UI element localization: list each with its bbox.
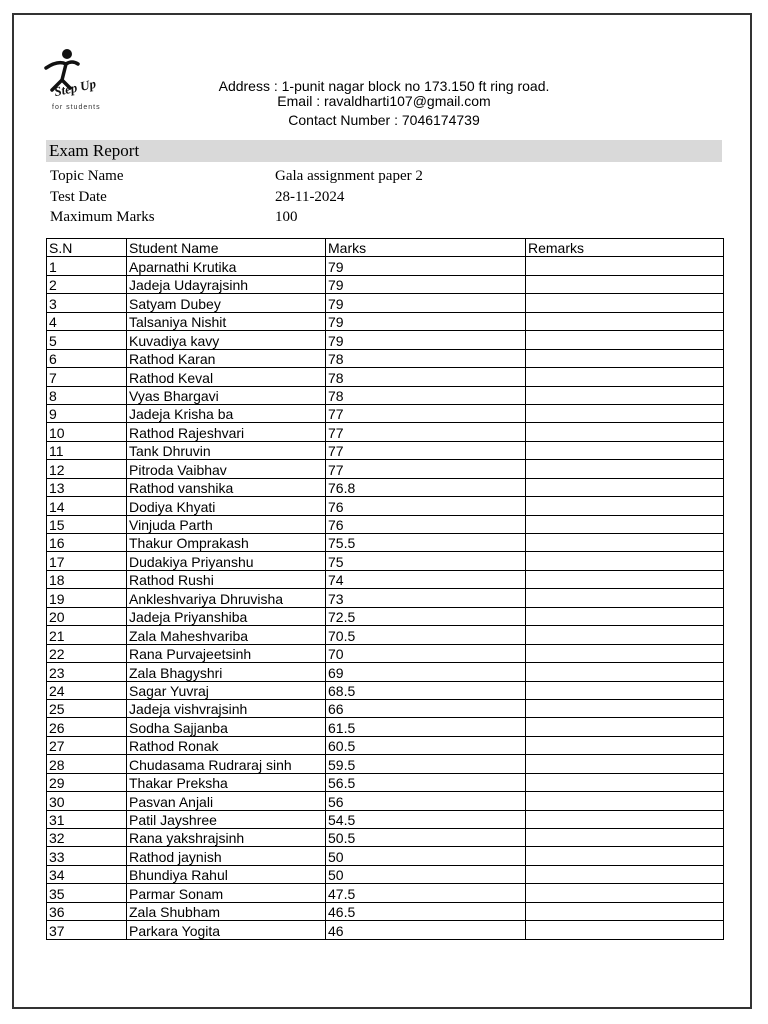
cell-student-name: Thakar Preksha	[127, 773, 326, 791]
cell-remarks	[526, 257, 724, 275]
report-title: Exam Report	[49, 141, 140, 160]
date-value: 28-11-2024	[275, 189, 345, 205]
cell-marks: 75	[326, 552, 526, 570]
table-row	[47, 460, 724, 478]
table-row	[47, 810, 724, 828]
cell-remarks	[526, 497, 724, 515]
cell-marks: 78	[326, 386, 526, 404]
cell-marks: 76	[326, 497, 526, 515]
cell-student-name: Sagar Yuvraj	[127, 681, 326, 699]
header-remarks: Remarks	[526, 239, 724, 257]
cell-sn: 6	[47, 349, 127, 367]
cell-marks: 47.5	[326, 884, 526, 902]
address-line: Address : 1-punit nagar block no 173.150 ft ring road.	[218, 78, 550, 94]
cell-sn: 25	[47, 699, 127, 717]
cell-marks: 76.8	[326, 478, 526, 496]
table-row	[47, 257, 724, 275]
cell-student-name: Ankleshvariya Dhruvisha	[127, 589, 326, 607]
cell-student-name: Bhundiya Rahul	[127, 865, 326, 883]
cell-sn: 34	[47, 865, 127, 883]
cell-student-name: Zala Bhagyshri	[127, 663, 326, 681]
cell-sn: 4	[47, 312, 127, 330]
cell-sn: 16	[47, 534, 127, 552]
cell-marks: 78	[326, 368, 526, 386]
cell-student-name: Rathod vanshika	[127, 478, 326, 496]
cell-student-name: Chudasama Rudraraj sinh	[127, 755, 326, 773]
cell-remarks	[526, 607, 724, 625]
cell-remarks	[526, 589, 724, 607]
max-marks-value: 100	[275, 209, 298, 225]
cell-remarks	[526, 349, 724, 367]
cell-sn: 31	[47, 810, 127, 828]
cell-remarks	[526, 921, 724, 939]
cell-student-name: Patil Jayshree	[127, 810, 326, 828]
cell-sn: 9	[47, 404, 127, 422]
cell-student-name: Rathod Keval	[127, 368, 326, 386]
cell-remarks	[526, 792, 724, 810]
cell-sn: 1	[47, 257, 127, 275]
cell-sn: 20	[47, 607, 127, 625]
table-row	[47, 792, 724, 810]
table-row	[47, 718, 724, 736]
table-row	[47, 829, 724, 847]
table-row	[47, 681, 724, 699]
header-sn: S.N	[47, 239, 127, 257]
cell-marks: 78	[326, 349, 526, 367]
table-row	[47, 441, 724, 459]
cell-sn: 14	[47, 497, 127, 515]
cell-marks: 77	[326, 441, 526, 459]
cell-sn: 15	[47, 515, 127, 533]
table-row	[47, 515, 724, 533]
cell-remarks	[526, 626, 724, 644]
cell-sn: 13	[47, 478, 127, 496]
cell-marks: 66	[326, 699, 526, 717]
table-row	[47, 884, 724, 902]
cell-sn: 29	[47, 773, 127, 791]
cell-student-name: Rathod Rajeshvari	[127, 423, 326, 441]
cell-remarks	[526, 404, 724, 422]
cell-student-name: Pasvan Anjali	[127, 792, 326, 810]
cell-sn: 28	[47, 755, 127, 773]
cell-marks: 54.5	[326, 810, 526, 828]
table-row	[47, 644, 724, 662]
cell-student-name: Thakur Omprakash	[127, 534, 326, 552]
cell-sn: 7	[47, 368, 127, 386]
cell-marks: 73	[326, 589, 526, 607]
cell-student-name: Rathod jaynish	[127, 847, 326, 865]
cell-student-name: Rathod Ronak	[127, 736, 326, 754]
cell-marks: 70.5	[326, 626, 526, 644]
email-line: Email : ravaldharti107@gmail.com	[277, 93, 491, 109]
cell-student-name: Pitroda Vaibhav	[127, 460, 326, 478]
cell-marks: 68.5	[326, 681, 526, 699]
cell-marks: 74	[326, 570, 526, 588]
cell-student-name: Rana yakshrajsinh	[127, 829, 326, 847]
cell-marks: 72.5	[326, 607, 526, 625]
cell-marks: 46	[326, 921, 526, 939]
cell-remarks	[526, 478, 724, 496]
cell-marks: 79	[326, 294, 526, 312]
cell-marks: 61.5	[326, 718, 526, 736]
cell-remarks	[526, 368, 724, 386]
cell-marks: 50	[326, 847, 526, 865]
cell-remarks	[526, 829, 724, 847]
cell-remarks	[526, 773, 724, 791]
table-row	[47, 589, 724, 607]
cell-remarks	[526, 718, 724, 736]
table-row	[47, 534, 724, 552]
cell-sn: 8	[47, 386, 127, 404]
cell-sn: 21	[47, 626, 127, 644]
cell-marks: 56	[326, 792, 526, 810]
table-row	[47, 478, 724, 496]
cell-sn: 26	[47, 718, 127, 736]
cell-remarks	[526, 331, 724, 349]
marks-table	[46, 238, 724, 940]
table-row	[47, 570, 724, 588]
cell-marks: 75.5	[326, 534, 526, 552]
topic-value: Gala assignment paper 2	[275, 168, 423, 184]
table-row	[47, 404, 724, 422]
cell-marks: 56.5	[326, 773, 526, 791]
cell-student-name: Vyas Bhargavi	[127, 386, 326, 404]
cell-sn: 12	[47, 460, 127, 478]
cell-sn: 19	[47, 589, 127, 607]
cell-remarks	[526, 515, 724, 533]
cell-sn: 37	[47, 921, 127, 939]
table-row	[47, 699, 724, 717]
cell-marks: 69	[326, 663, 526, 681]
table-row	[47, 423, 724, 441]
cell-remarks	[526, 294, 724, 312]
cell-sn: 24	[47, 681, 127, 699]
cell-marks: 77	[326, 460, 526, 478]
table-row	[47, 312, 724, 330]
table-row	[47, 607, 724, 625]
cell-student-name: Sodha Sajjanba	[127, 718, 326, 736]
cell-remarks	[526, 810, 724, 828]
logo	[40, 46, 120, 118]
cell-sn: 11	[47, 441, 127, 459]
cell-marks: 70	[326, 644, 526, 662]
cell-remarks	[526, 847, 724, 865]
table-row	[47, 386, 724, 404]
table-row	[47, 773, 724, 791]
header-marks: Marks	[326, 239, 526, 257]
cell-sn: 27	[47, 736, 127, 754]
contact-line: Contact Number : 7046174739	[288, 112, 480, 128]
cell-student-name: Tank Dhruvin	[127, 441, 326, 459]
cell-remarks	[526, 681, 724, 699]
cell-sn: 17	[47, 552, 127, 570]
cell-sn: 3	[47, 294, 127, 312]
table-header-row	[47, 239, 724, 257]
table-row	[47, 736, 724, 754]
table-row	[47, 626, 724, 644]
cell-sn: 2	[47, 275, 127, 293]
table-row	[47, 755, 724, 773]
cell-sn: 22	[47, 644, 127, 662]
logo-title: Step Up	[52, 75, 98, 100]
cell-sn: 30	[47, 792, 127, 810]
logo-tagline: for students	[52, 104, 101, 111]
cell-student-name: Dudakiya Priyanshu	[127, 552, 326, 570]
cell-student-name: Parkara Yogita	[127, 921, 326, 939]
cell-remarks	[526, 552, 724, 570]
cell-marks: 46.5	[326, 902, 526, 920]
cell-student-name: Jadeja Priyanshiba	[127, 607, 326, 625]
cell-sn: 10	[47, 423, 127, 441]
cell-student-name: Rana Purvajeetsinh	[127, 644, 326, 662]
cell-sn: 18	[47, 570, 127, 588]
cell-marks: 50	[326, 865, 526, 883]
cell-remarks	[526, 534, 724, 552]
table-row	[47, 847, 724, 865]
cell-student-name: Aparnathi Krutika	[127, 257, 326, 275]
cell-remarks	[526, 423, 724, 441]
cell-sn: 32	[47, 829, 127, 847]
table-row	[47, 663, 724, 681]
topic-label: Topic Name	[50, 168, 124, 184]
cell-sn: 36	[47, 902, 127, 920]
cell-remarks	[526, 386, 724, 404]
table-row	[47, 552, 724, 570]
table-row	[47, 921, 724, 939]
date-label: Test Date	[50, 189, 107, 205]
cell-remarks	[526, 663, 724, 681]
table-row	[47, 349, 724, 367]
cell-student-name: Kuvadiya kavy	[127, 331, 326, 349]
cell-student-name: Talsaniya Nishit	[127, 312, 326, 330]
cell-marks: 59.5	[326, 755, 526, 773]
cell-marks: 60.5	[326, 736, 526, 754]
cell-marks: 76	[326, 515, 526, 533]
table-row	[47, 331, 724, 349]
report-title-bar	[46, 140, 722, 162]
cell-student-name: Jadeja Udayrajsinh	[127, 275, 326, 293]
table-row	[47, 497, 724, 515]
table-row	[47, 294, 724, 312]
cell-student-name: Zala Shubham	[127, 902, 326, 920]
cell-remarks	[526, 755, 724, 773]
cell-marks: 77	[326, 404, 526, 422]
cell-sn: 5	[47, 331, 127, 349]
cell-remarks	[526, 884, 724, 902]
cell-remarks	[526, 699, 724, 717]
cell-marks: 79	[326, 275, 526, 293]
cell-student-name: Rathod Rushi	[127, 570, 326, 588]
table-row	[47, 275, 724, 293]
header-student-name: Student Name	[127, 239, 326, 257]
table-row	[47, 368, 724, 386]
cell-student-name: Dodiya Khyati	[127, 497, 326, 515]
cell-remarks	[526, 902, 724, 920]
cell-remarks	[526, 865, 724, 883]
max-marks-label: Maximum Marks	[50, 209, 155, 225]
cell-marks: 79	[326, 257, 526, 275]
table-row	[47, 902, 724, 920]
cell-remarks	[526, 644, 724, 662]
cell-sn: 23	[47, 663, 127, 681]
cell-student-name: Rathod Karan	[127, 349, 326, 367]
table-row	[47, 865, 724, 883]
cell-remarks	[526, 275, 724, 293]
cell-student-name: Satyam Dubey	[127, 294, 326, 312]
cell-student-name: Parmar Sonam	[127, 884, 326, 902]
cell-sn: 35	[47, 884, 127, 902]
cell-marks: 79	[326, 312, 526, 330]
cell-remarks	[526, 312, 724, 330]
cell-marks: 79	[326, 331, 526, 349]
cell-remarks	[526, 441, 724, 459]
cell-marks: 77	[326, 423, 526, 441]
cell-remarks	[526, 736, 724, 754]
cell-sn: 33	[47, 847, 127, 865]
cell-student-name: Zala Maheshvariba	[127, 626, 326, 644]
cell-remarks	[526, 570, 724, 588]
cell-student-name: Jadeja Krisha ba	[127, 404, 326, 422]
cell-student-name: Vinjuda Parth	[127, 515, 326, 533]
cell-student-name: Jadeja vishvrajsinh	[127, 699, 326, 717]
cell-marks: 50.5	[326, 829, 526, 847]
cell-remarks	[526, 460, 724, 478]
